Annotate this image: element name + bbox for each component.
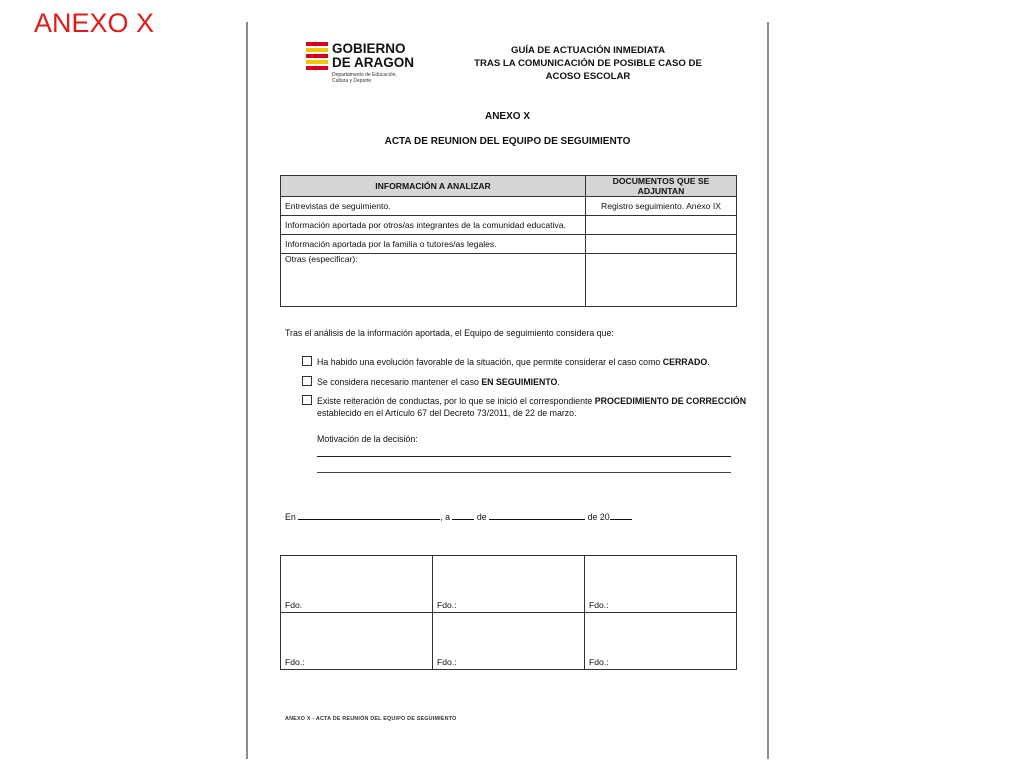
table-cell: Otras (especificar): — [281, 254, 586, 307]
acta-heading: ACTA DE REUNION DEL EQUIPO DE SEGUIMIENTO — [384, 136, 631, 147]
table-row — [281, 254, 737, 307]
table-cell: Información aportada por la familia o tutores/as legales. — [281, 235, 586, 254]
table-header: DOCUMENTOS QUE SE ADJUNTAN — [586, 176, 737, 197]
table-row — [281, 613, 737, 670]
checkbox[interactable] — [302, 395, 312, 405]
day-blank[interactable] — [452, 511, 474, 520]
table-cell — [586, 216, 737, 235]
table-cell — [586, 254, 737, 307]
option-bold-text: CERRADO — [662, 357, 708, 367]
signature-cell[interactable]: Fdo.: — [433, 556, 585, 613]
option-text: Ha habido una evolución favorable de la situación, que permite considerar el caso como — [317, 357, 663, 367]
page-footer: ANEXO X - ACTA DE REUNIÓN DEL EQUIPO DE SEGUIMIENTO — [285, 716, 457, 722]
signature-cell[interactable]: Fdo.: — [585, 613, 737, 670]
a-label: , a — [440, 512, 450, 522]
motivacion-label: Motivación de la decisión: — [317, 434, 418, 444]
table-row — [281, 556, 737, 613]
guide-title: GUÍA DE ACTUACIÓN INMEDIATA TRAS LA COMUNICACIÓN DE POSIBLE CASO DE ACOSO ESCOLAR — [474, 45, 702, 82]
anexo-heading: ANEXO X — [484, 111, 530, 122]
table-row — [281, 235, 737, 254]
table-cell: Registro seguimiento. Anexo IX — [586, 197, 737, 216]
slide-title: ANEXO X — [34, 8, 155, 38]
table-cell: Entrevistas de seguimiento. — [281, 197, 586, 216]
checkbox[interactable] — [302, 356, 312, 366]
option-text: Existe reiteración de conductas, por lo que se inició el correspondiente — [317, 396, 595, 406]
table-row — [281, 197, 737, 216]
place-date-line — [285, 511, 632, 522]
motivacion-line[interactable] — [317, 472, 731, 473]
checkbox[interactable] — [302, 376, 312, 386]
signature-cell[interactable]: Fdo. — [281, 556, 433, 613]
document-page: GOBIERNO DE ARAGON Departamento de Educación, Cultura y Deporte GUÍA DE ACTUACIÓN INMEDIATA TRAS LA COMUNICACIÓN DE POSIBLE CASO DE ACOSO ESCOLAR ANEXO X ACTA DE REUNION DEL EQUIPO DE SEGUIMIENTO INFORMACIÓN A ANALIZAR DOCUMENTOS QUE SE ADJUNTAN Entrevistas de seguimiento. Registro seguimiento. Anexo IX Información aportada por otros/as integrantes de la comunidad educativa. Información aportada por la familia o tutores/as legales. Otras (especificar): Tras el análisis de la información aportada, el Equipo de seguimiento considera que: Ha habido una evolución favorable de la situación, que permite considerar el caso como CERRADO. Se considera necesario mantener el caso EN SEGUIMIENTO. Existe reiteración de conductas, por lo que se inició el correspondiente PROCEDIMIENTO DE CORRECCIÓN establecido en el Artículo 67 del Decreto 73/2011, de 22 de marzo. Motivación de la decisión: En , a de de 20 Fdo. Fdo.: Fdo.: Fdo.: Fdo.: Fdo.: ANEXO X - ACTA DE REUNIÓN DEL EQUIPO DE SEGUIMIENTO — [246, 22, 769, 759]
signature-cell[interactable]: Fdo.: — [585, 556, 737, 613]
signature-cell[interactable]: Fdo.: — [281, 613, 433, 670]
option-bold-text: PROCEDIMIENTO DE CORRECCIÓN — [594, 396, 747, 406]
option-text: Se considera necesario mantener el caso — [317, 377, 482, 387]
de-label: de — [476, 512, 487, 522]
de20-label: de 20 — [587, 512, 610, 522]
option-bold-text: EN SEGUIMIENTO — [481, 377, 558, 387]
signature-table — [280, 555, 737, 670]
signature-cell[interactable]: Fdo.: — [433, 613, 585, 670]
table-cell — [586, 235, 737, 254]
gobierno-aragon-logo — [306, 42, 426, 86]
logo-subtext: Departamento de Educación, Cultura y Deporte — [332, 72, 397, 84]
en-label: En — [285, 512, 296, 522]
table-header-row — [281, 176, 737, 197]
table-cell: Información aportada por otros/as integrantes de la comunidad educativa. — [281, 216, 586, 235]
motivacion-line[interactable] — [317, 456, 731, 457]
aragon-flag-icon — [306, 42, 328, 70]
table-row — [281, 216, 737, 235]
month-blank[interactable] — [489, 511, 585, 520]
logo-text: GOBIERNO DE ARAGON — [332, 41, 415, 70]
table-header: INFORMACIÓN A ANALIZAR — [281, 176, 586, 197]
year-blank[interactable] — [610, 511, 632, 520]
intro-text: Tras el análisis de la información aportada, el Equipo de seguimiento considera que: — [285, 328, 614, 338]
information-table — [280, 175, 737, 307]
place-blank[interactable] — [298, 511, 440, 520]
option-text-line2: establecido en el Artículo 67 del Decreto 73/2011, de 22 de marzo. — [317, 408, 577, 418]
